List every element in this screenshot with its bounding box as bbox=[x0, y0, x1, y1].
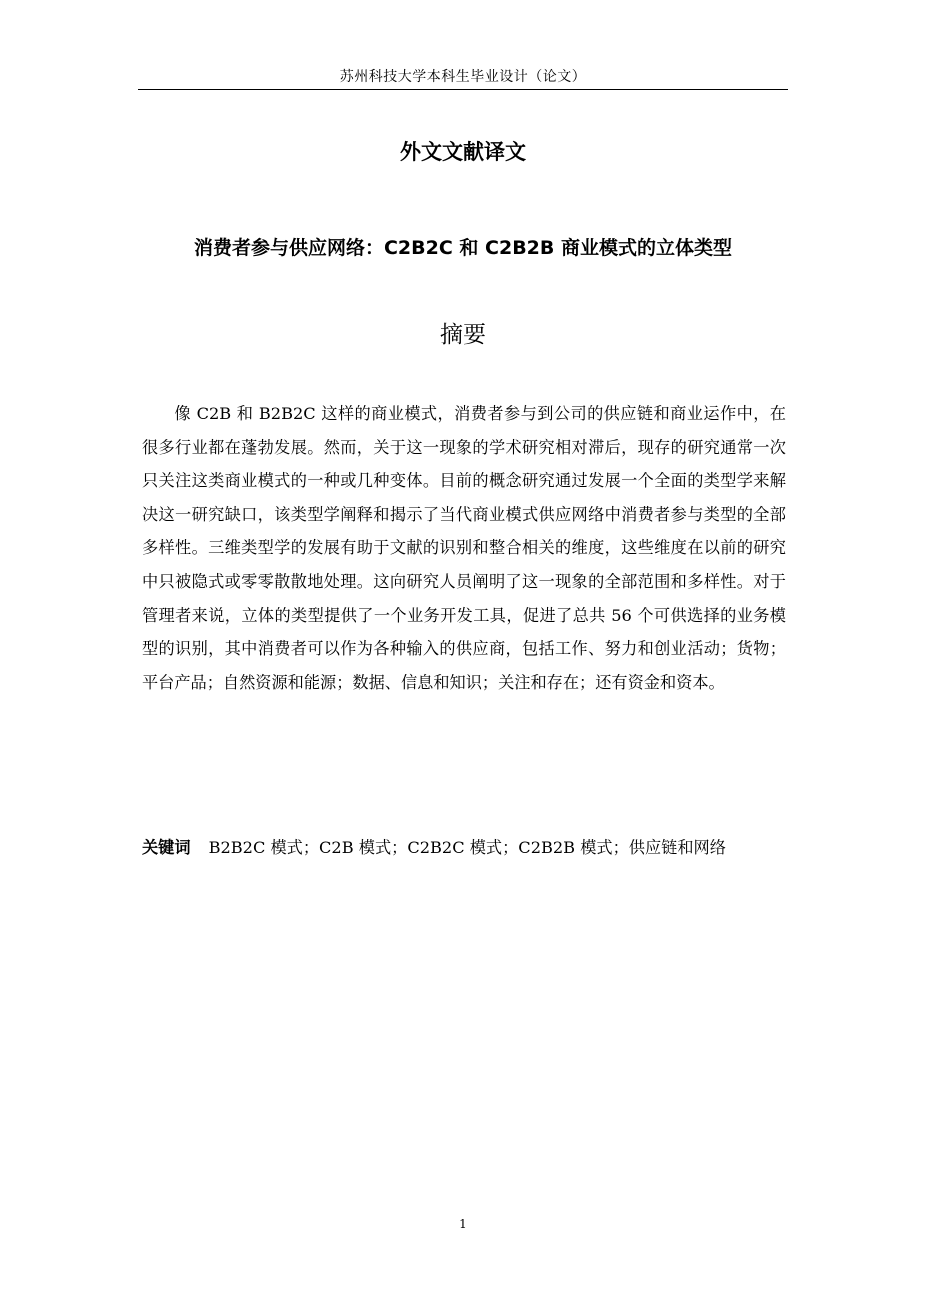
keywords-line bbox=[142, 834, 786, 858]
paper-title: 消费者参与供应网络：C2B2C 和 C2B2B 商业模式的立体类型 bbox=[193, 237, 732, 259]
page-number: 1 bbox=[459, 1217, 467, 1231]
keywords-text: B2B2C 模式；C2B 模式；C2B2C 模式；C2B2B 模式；供应链和网络 bbox=[208, 838, 726, 857]
abstract-heading: 摘要 bbox=[440, 322, 486, 348]
document-title: 外文文献译文 bbox=[400, 140, 526, 164]
keywords-label: 关键词 bbox=[142, 838, 191, 857]
header-rule bbox=[138, 89, 788, 90]
running-header: 苏州科技大学本科生毕业设计（论文） bbox=[339, 69, 587, 85]
abstract-body: 像 C2B 和 B2B2C 这样的商业模式，消费者参与到公司的供应链和商业运作中，在很多行业都在蓬勃发展。然而，关于这一现象的学术研究相对滞后，现存的研究通常一次只关注这类商业模式的一种或几种变体。目前的概念研究通过发展一个全面的类型学来解决这一研究缺口，该类型学阐释和揭示了当代商业模式供应网络中消费者参与类型的全部多样性。三维类型学的发展有助于文献的识别和整合相关的维度，这些维度在以前的研究中只被隐式或零零散散地处理。这向研究人员阐明了这一现象的全部范围和多样性。对于管理者来说，立体的类型提供了一个业务开发工具，促进了总共 56 个可供选择的业务模型的识别，其中消费者可以作为各种输入的供应商，包括工作、努力和创业活动；货物；平台产品；自然资源和能源；数据、信息和知识；关注和存在；还有资金和资本。 bbox=[142, 404, 786, 692]
